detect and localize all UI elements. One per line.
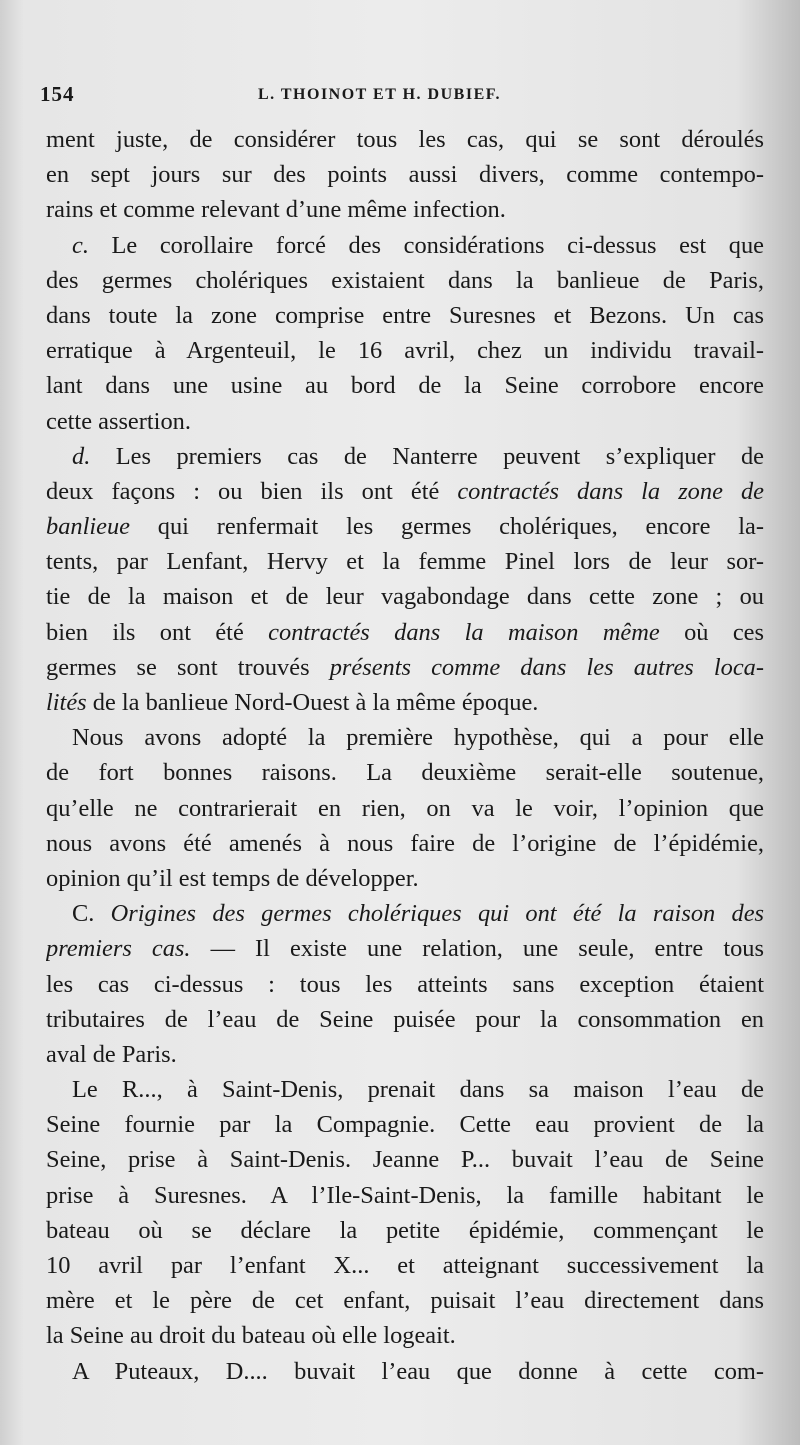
text-line xyxy=(46,755,764,790)
text-line xyxy=(46,474,764,509)
text-line xyxy=(46,1037,764,1072)
text-segment: aval de Paris. xyxy=(46,1040,177,1068)
text-segment: de fort bonnes raisons. La deuxième serait-elle soutenue, xyxy=(46,759,764,787)
text-line xyxy=(46,579,764,614)
text-line xyxy=(46,368,764,403)
italic-text: contractés dans la maison même xyxy=(268,618,660,646)
text-segment: lant dans une usine au bord de la Seine corrobore encore xyxy=(46,372,764,400)
text-line xyxy=(46,1178,764,1213)
italic-text: d. xyxy=(72,442,91,470)
text-line xyxy=(46,720,764,755)
text-line xyxy=(46,1002,764,1037)
text-line xyxy=(46,157,764,192)
text-segment: erratique à Argenteuil, le 16 avril, chez un individu travail- xyxy=(46,337,764,365)
text-segment: rains et comme relevant d’une même infection. xyxy=(46,196,506,224)
text-segment: les cas ci-dessus : tous les atteints sans exception étaient xyxy=(46,970,764,998)
text-segment: des germes cholériques existaient dans la banlieue de Paris, xyxy=(46,266,764,294)
text-segment: — Il existe une relation, une seule, entre tous xyxy=(190,935,764,963)
text-line xyxy=(46,1283,764,1318)
text-segment: qu’elle ne contrarierait en rien, on va le voir, l’opinion que xyxy=(46,794,764,822)
running-head: L. THOINOT ET H. DUBIEF. xyxy=(258,86,502,103)
text-line xyxy=(46,263,764,298)
text-segment: tie de la maison et de leur vagabondage dans cette zone ; ou xyxy=(46,583,764,611)
text-segment: Le R..., à Saint-Denis, prenait dans sa maison l’eau de xyxy=(72,1076,764,1104)
italic-text: banlieue xyxy=(46,513,130,541)
page-number: 154 xyxy=(40,82,75,106)
text-segment: de la banlieue Nord-Ouest à la même époque. xyxy=(86,689,539,716)
text-segment: opinion qu’il est temps de développer. xyxy=(46,864,419,892)
text-line xyxy=(46,192,764,227)
text-segment: 10 avril par l’enfant X... et atteignant successivement la xyxy=(46,1252,764,1279)
text-line xyxy=(46,1142,764,1177)
page-header xyxy=(40,82,760,112)
text-line xyxy=(46,1213,764,1248)
text-line xyxy=(46,967,764,1002)
text-line xyxy=(46,685,764,720)
text-segment: Le corollaire forcé des considérations ci-dessus est que xyxy=(88,231,764,259)
text-line xyxy=(46,650,764,685)
text-line xyxy=(46,861,764,896)
text-segment: tributaires de l’eau de Seine puisée pour la consommation en xyxy=(46,1005,764,1033)
text-line xyxy=(46,826,764,861)
italic-text: contractés dans la zone de xyxy=(457,477,764,505)
text-line xyxy=(46,1107,764,1142)
text-line xyxy=(46,404,764,439)
text-segment: Seine, prise à Saint-Denis. Jeanne P... buvait l’eau de Seine xyxy=(46,1146,764,1174)
text-segment: nous avons été amenés à nous faire de l’origine de l’épidémie, xyxy=(46,829,764,857)
text-line xyxy=(46,228,764,263)
text-segment: prise à Suresnes. A l’Ile-Saint-Denis, la famille habitant le xyxy=(46,1181,764,1209)
text-line xyxy=(46,1318,764,1353)
text-line xyxy=(46,544,764,579)
text-segment: dans toute la zone comprise entre Suresnes et Bezons. Un cas xyxy=(46,301,764,329)
text-line xyxy=(46,439,764,474)
text-segment: germes se sont trouvés xyxy=(46,653,330,681)
text-line xyxy=(46,896,764,931)
italic-text: lités xyxy=(46,689,87,716)
text-segment: où ces xyxy=(659,618,764,646)
text-line xyxy=(46,1354,764,1389)
text-segment: en sept jours sur des points aussi divers, comme contempo- xyxy=(46,161,764,189)
text-segment: Les premiers cas de Nanterre peuvent s’expliquer de xyxy=(90,442,764,470)
text-segment: ment juste, de considérer tous les cas, qui se sont déroulés xyxy=(46,126,764,153)
italic-text: Origines des germes cholériques qui ont été la raison des xyxy=(110,900,764,928)
text-line xyxy=(46,122,764,157)
text-segment: Seine fournie par la Compagnie. Cette eau provient de la xyxy=(46,1111,764,1139)
text-segment: la Seine au droit du bateau où elle logeait. xyxy=(46,1322,456,1350)
italic-text: c. xyxy=(72,231,89,259)
text-line xyxy=(46,333,764,368)
text-line xyxy=(46,298,764,333)
text-segment: bateau où se déclare la petite épidémie, commençant le xyxy=(46,1216,764,1244)
text-line xyxy=(46,1248,764,1283)
text-segment: qui renfermait les germes cholériques, encore la- xyxy=(130,513,764,541)
text-segment: C. xyxy=(72,900,111,928)
text-segment: mère et le père de cet enfant, puisait l’eau directement dans xyxy=(46,1287,764,1315)
text-line xyxy=(46,615,764,650)
text-segment: tents, par Lenfant, Hervy et la femme Pinel lors de leur sor- xyxy=(46,548,764,576)
text-line xyxy=(46,509,764,544)
text-line xyxy=(46,931,764,966)
text-segment: deux façons : ou bien ils ont été xyxy=(46,477,458,505)
text-segment: A Puteaux, D.... buvait l’eau que donne à cette com- xyxy=(72,1357,764,1385)
italic-text: premiers cas. xyxy=(46,935,191,963)
text-segment: bien ils ont été xyxy=(46,618,269,646)
text-line xyxy=(46,791,764,826)
body-text xyxy=(46,122,764,1389)
text-segment: Nous avons adopté la première hypothèse, qui a pour elle xyxy=(72,724,764,752)
text-line xyxy=(46,1072,764,1107)
italic-text: présents comme dans les autres loca- xyxy=(329,653,764,681)
text-segment: cette assertion. xyxy=(46,407,191,435)
